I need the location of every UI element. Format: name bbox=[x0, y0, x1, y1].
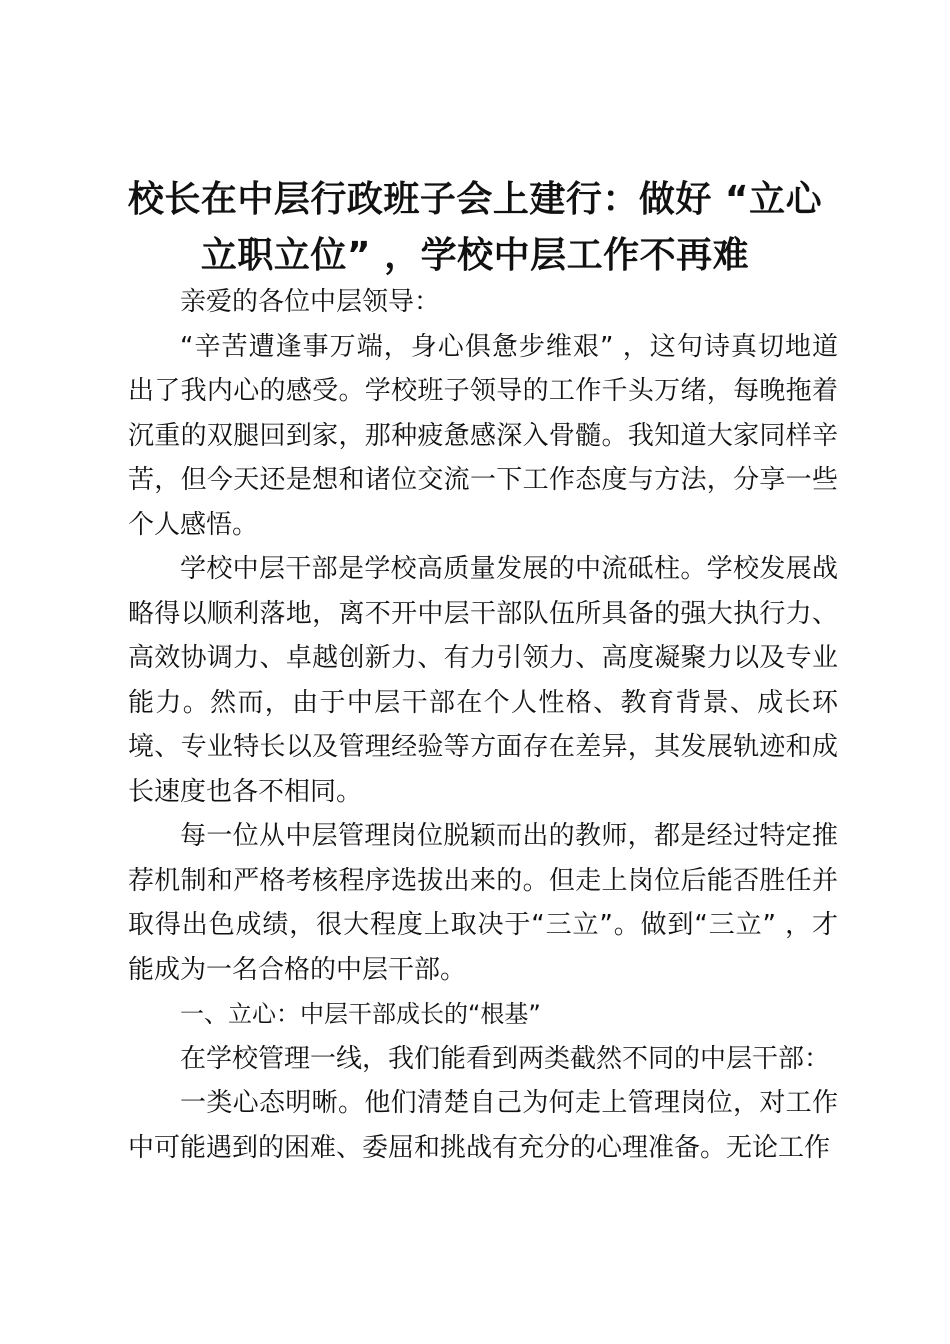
document-title bbox=[120, 172, 830, 284]
paragraph: 一类心态明晰。他们清楚自己为何走上管理岗位，对工作中可能遇到的困难、委屈和挑战有充分的心理准备。无论工作 bbox=[128, 1088, 838, 1163]
salutation: 亲爱的各位中层领导： bbox=[180, 287, 441, 317]
title-line-2: 立职立位” ，学校中层工作不再难 bbox=[200, 235, 750, 276]
paragraph: “辛苦遭逢事万端，身心俱惫步维艰” ，这句诗真切地道出了我内心的感受。学校班子领导的工作千头万绪，每晚拖着沉重的双腿回到家，那种疲惫感深入骨髓。我知道大家同样辛苦，但今天还是想和诸位交流一下工作态度与方法，分享一些个人感悟。 bbox=[128, 331, 838, 540]
paragraph: 学校中层干部是学校高质量发展的中流砥柱。学校发展战略得以顺利落地，离不开中层干部队伍所具备的强大执行力、高效协调力、卓越创新力、有力引领力、高度凝聚力以及专业能力。然而，由于中层干部在个人性格、教育背景、成长环境、专业特长以及管理经验等方面存在差异，其发展轨迹和成长速度也各不相同。 bbox=[128, 554, 838, 807]
paragraph: 在学校管理一线，我们能看到两类截然不同的中层干部： bbox=[180, 1043, 831, 1074]
document-body bbox=[128, 280, 838, 1170]
title-line-1: 校长在中层行政班子会上建行：做好 “立心 bbox=[127, 179, 823, 220]
section-heading: 一、立心：中层干部成长的“根基” bbox=[180, 1000, 541, 1028]
paragraph: 每一位从中层管理岗位脱颖而出的教师，都是经过特定推荐机制和严格考核程序选拔出来的。但走上岗位后能否胜任并取得出色成绩，很大程度上取决于“三立”。做到“三立” ，才能成为一名合格的中层干部。 bbox=[128, 821, 838, 985]
